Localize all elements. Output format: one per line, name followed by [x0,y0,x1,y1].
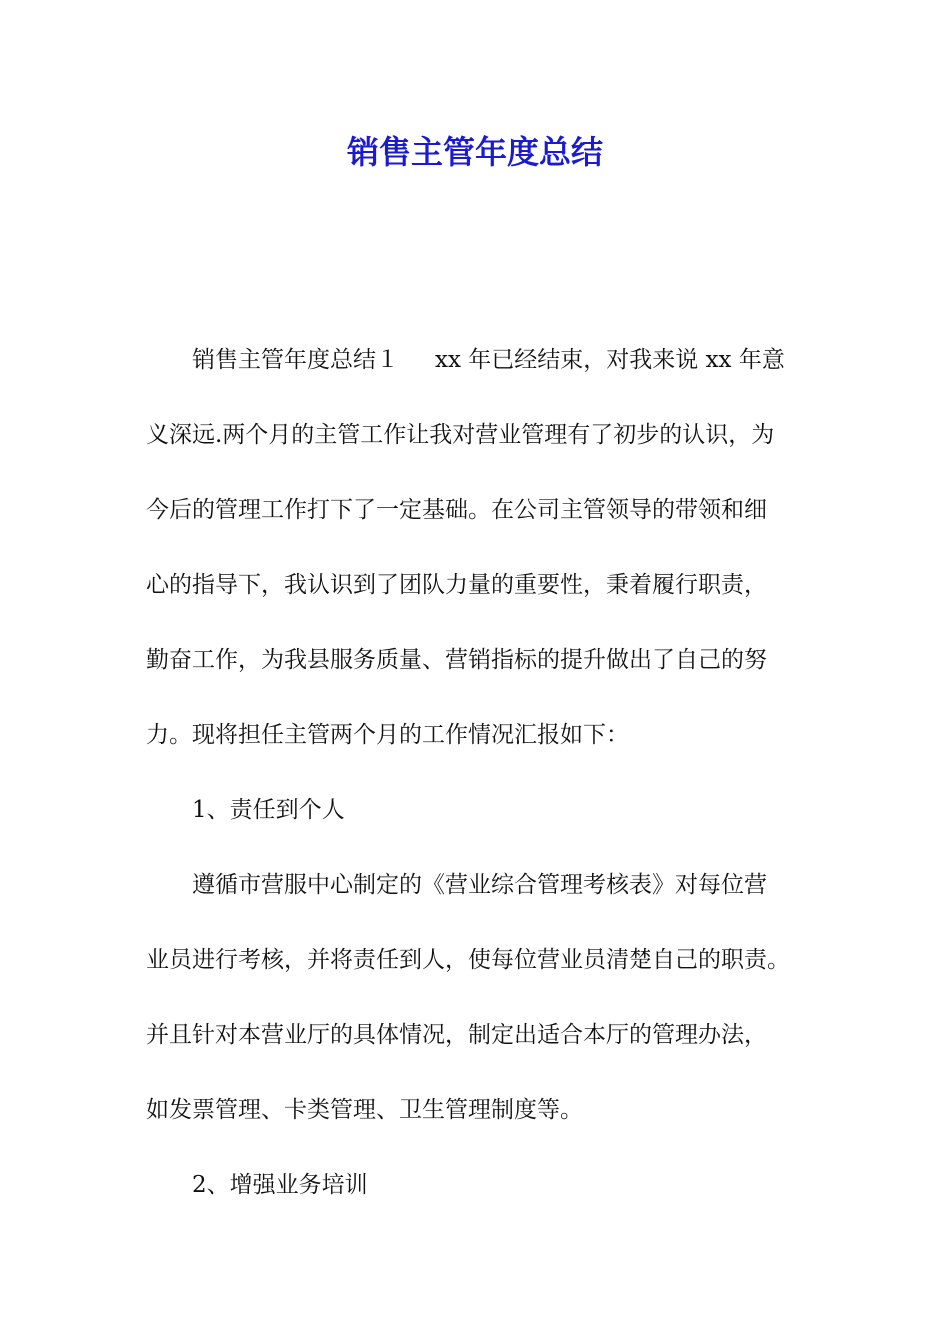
section-heading-inline: 销售主管年度总结１ [192,347,399,373]
section-heading-2: 2、增强业务培训 [192,1172,368,1198]
paragraph-line-7: 遵循市营服中心制定的《营业综合管理考核表》对每位营 [192,872,767,898]
paragraph-line-5: 勤奋工作，为我县服务质量、营销指标的提升做出了自己的努 [146,647,767,673]
paragraph-line-9: 并且针对本营业厅的具体情况，制定出适合本厅的管理办法， [146,1022,767,1048]
paragraph-line-2: 义深远.两个月的主管工作让我对营业管理有了初步的认识，为 [146,422,775,448]
paragraph-line-10: 如发票管理、卡类管理、卫生管理制度等。 [146,1097,583,1123]
paragraph-line-6: 力。现将担任主管两个月的工作情况汇报如下： [146,722,629,748]
paragraph-line-1 [146,337,814,412]
paragraph-line-4: 心的指导下，我认识到了团队力量的重要性，秉着履行职责， [146,572,767,598]
document-body [146,337,814,1237]
section-heading-1: 1、责任到个人 [192,797,345,823]
paragraph-line-3: 今后的管理工作打下了一定基础。在公司主管领导的带领和细 [146,497,767,523]
document-title: 销售主管年度总结 [346,133,603,171]
paragraph-line-8: 业员进行考核，并将责任到人，使每位营业员清楚自己的职责。 [146,947,790,973]
paragraph-text: xx 年已经结束，对我来说 xx 年意 [435,347,785,373]
